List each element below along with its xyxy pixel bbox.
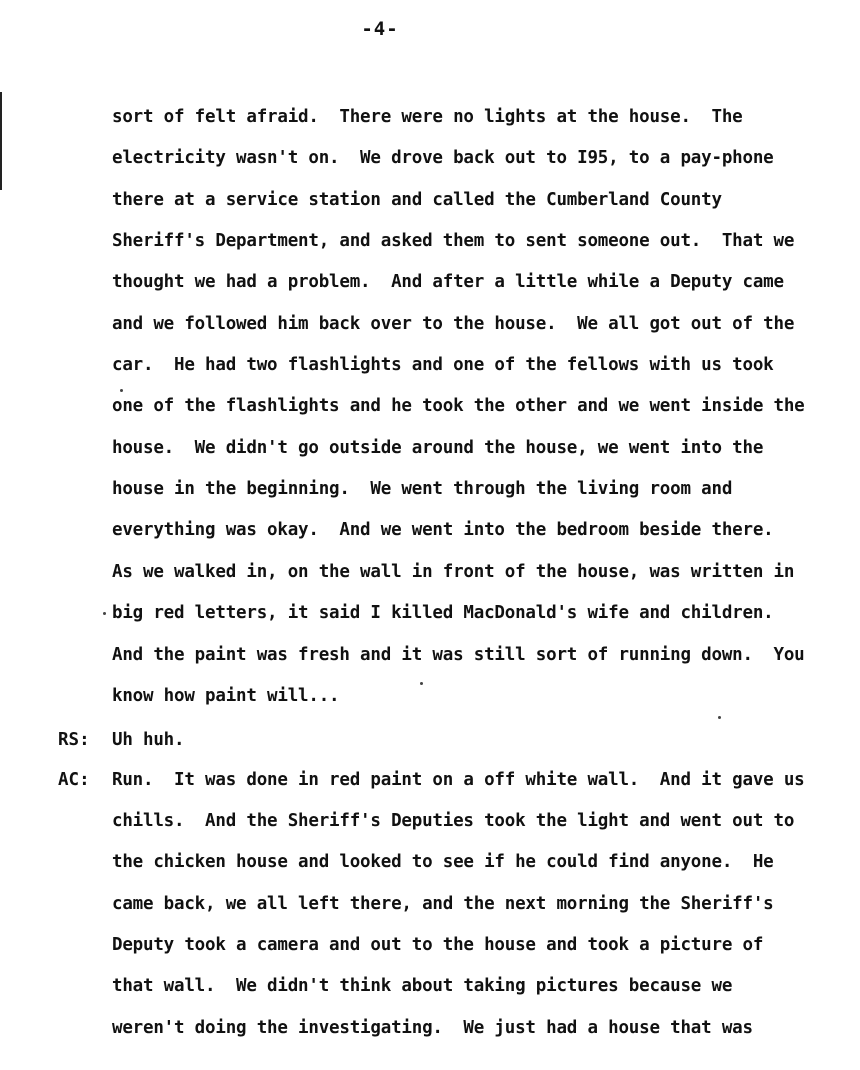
text-line: know how paint will... bbox=[112, 686, 340, 706]
text-line: car. He had two flashlights and one of the fellows with us took bbox=[112, 355, 774, 375]
page-number: -4- bbox=[361, 18, 399, 40]
text-line: and we followed him back over to the house. We all got out of the bbox=[112, 314, 795, 334]
scan-speck bbox=[420, 682, 423, 685]
scan-speck bbox=[120, 389, 123, 392]
text-line: the chicken house and looked to see if he could find anyone. He bbox=[112, 852, 774, 872]
text-line: there at a service station and called the Cumberland County bbox=[112, 190, 722, 210]
text-line: As we walked in, on the wall in front of the house, was written in bbox=[112, 562, 795, 582]
text-line: sort of felt afraid. There were no lights at the house. The bbox=[112, 107, 743, 127]
text-line: everything was okay. And we went into the bedroom beside there. bbox=[112, 520, 774, 540]
text-line: big red letters, it said I killed MacDonald's wife and children. bbox=[112, 603, 774, 623]
text-line: house in the beginning. We went through the living room and bbox=[112, 479, 733, 499]
text-line: house. We didn't go outside around the house, we went into the bbox=[112, 438, 764, 458]
speaker-label: RS: bbox=[58, 730, 90, 750]
text-line: thought we had a problem. And after a little while a Deputy came bbox=[112, 272, 784, 292]
text-line: Uh huh. bbox=[112, 730, 185, 750]
text-line: weren't doing the investigating. We just had a house that was bbox=[112, 1018, 753, 1038]
text-line: one of the flashlights and he took the other and we went inside the bbox=[112, 396, 805, 416]
speaker-label: AC: bbox=[58, 770, 90, 790]
text-line: Sheriff's Department, and asked them to sent someone out. That we bbox=[112, 231, 795, 251]
text-line: Run. It was done in red paint on a off white wall. And it gave us bbox=[112, 770, 805, 790]
text-line: And the paint was fresh and it was still sort of running down. You bbox=[112, 645, 805, 665]
text-line: came back, we all left there, and the next morning the Sheriff's bbox=[112, 894, 774, 914]
text-line: electricity wasn't on. We drove back out to I95, to a pay-phone bbox=[112, 148, 774, 168]
scan-speck bbox=[103, 612, 106, 615]
text-line: chills. And the Sheriff's Deputies took the light and went out to bbox=[112, 811, 795, 831]
margin-rule bbox=[0, 92, 2, 190]
text-line: that wall. We didn't think about taking pictures because we bbox=[112, 976, 733, 996]
text-line: Deputy took a camera and out to the house and took a picture of bbox=[112, 935, 764, 955]
scan-speck bbox=[718, 716, 721, 719]
